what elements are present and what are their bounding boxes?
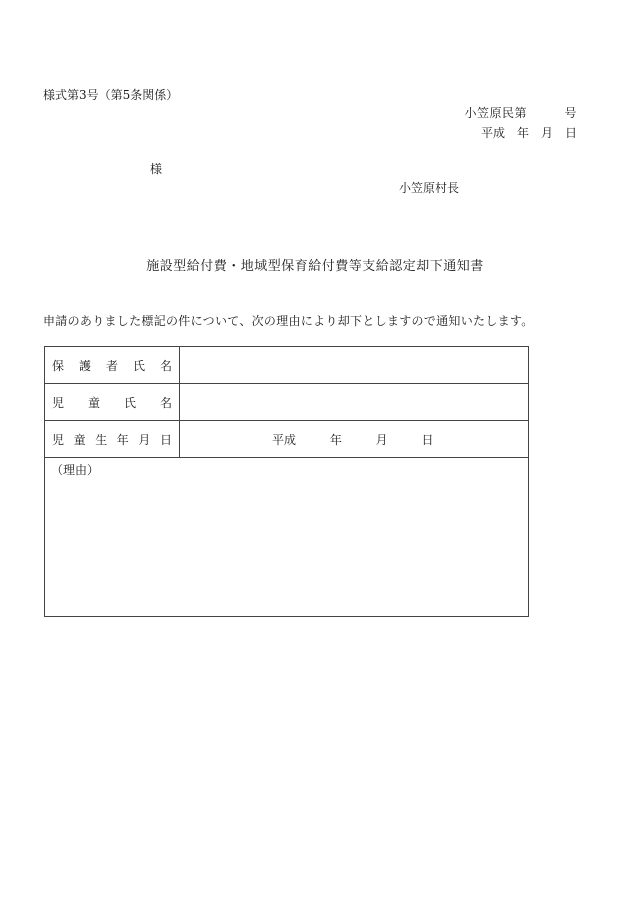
child-dob-label <box>45 421 180 458</box>
guardian-label-char: 護 <box>78 358 91 373</box>
guardian-label-char: 名 <box>159 358 172 373</box>
dob-label-char: 児 <box>52 432 65 447</box>
guardian-label-char: 氏 <box>132 358 145 373</box>
child-label-char: 氏 <box>123 395 136 410</box>
dob-label-char: 生 <box>95 432 108 447</box>
recipient-honorific: 様 <box>150 162 163 176</box>
reason-field[interactable] <box>45 458 529 617</box>
document-number: 小笠原民第 号 <box>464 106 577 120</box>
guardian-name-field[interactable] <box>180 347 529 384</box>
dob-row <box>45 421 529 458</box>
child-dob-field[interactable] <box>180 421 529 458</box>
child-label-char: 名 <box>159 395 172 410</box>
dob-value: 平成 年 月 日 <box>272 432 434 447</box>
dob-label-char: 年 <box>116 432 129 447</box>
child-row <box>45 384 529 421</box>
guardian-label-char: 保 <box>52 358 65 373</box>
document-title: 施設型給付費・地域型保育給付費等支給認定却下通知書 <box>146 259 484 274</box>
body-text: 申請のありました標記の件について、次の理由により却下としますので通知いたします。 <box>43 314 534 328</box>
reason-row <box>45 458 529 617</box>
guardian-label-char: 者 <box>105 358 118 373</box>
dob-label-char: 日 <box>159 432 172 447</box>
reason-label: （理由） <box>51 463 100 477</box>
dob-label-char: 童 <box>73 432 86 447</box>
document-date: 平成 年 月 日 <box>480 126 577 140</box>
guardian-name-label <box>45 347 180 384</box>
child-name-label <box>45 384 180 421</box>
info-table <box>44 346 529 617</box>
dob-label-char: 月 <box>138 432 151 447</box>
issuer-name: 小笠原村長 <box>398 181 459 195</box>
child-label-char: 児 <box>52 395 65 410</box>
form-number: 様式第3号（第5条関係） <box>43 88 179 102</box>
child-name-field[interactable] <box>180 384 529 421</box>
child-label-char: 童 <box>87 395 100 410</box>
guardian-row <box>45 347 529 384</box>
